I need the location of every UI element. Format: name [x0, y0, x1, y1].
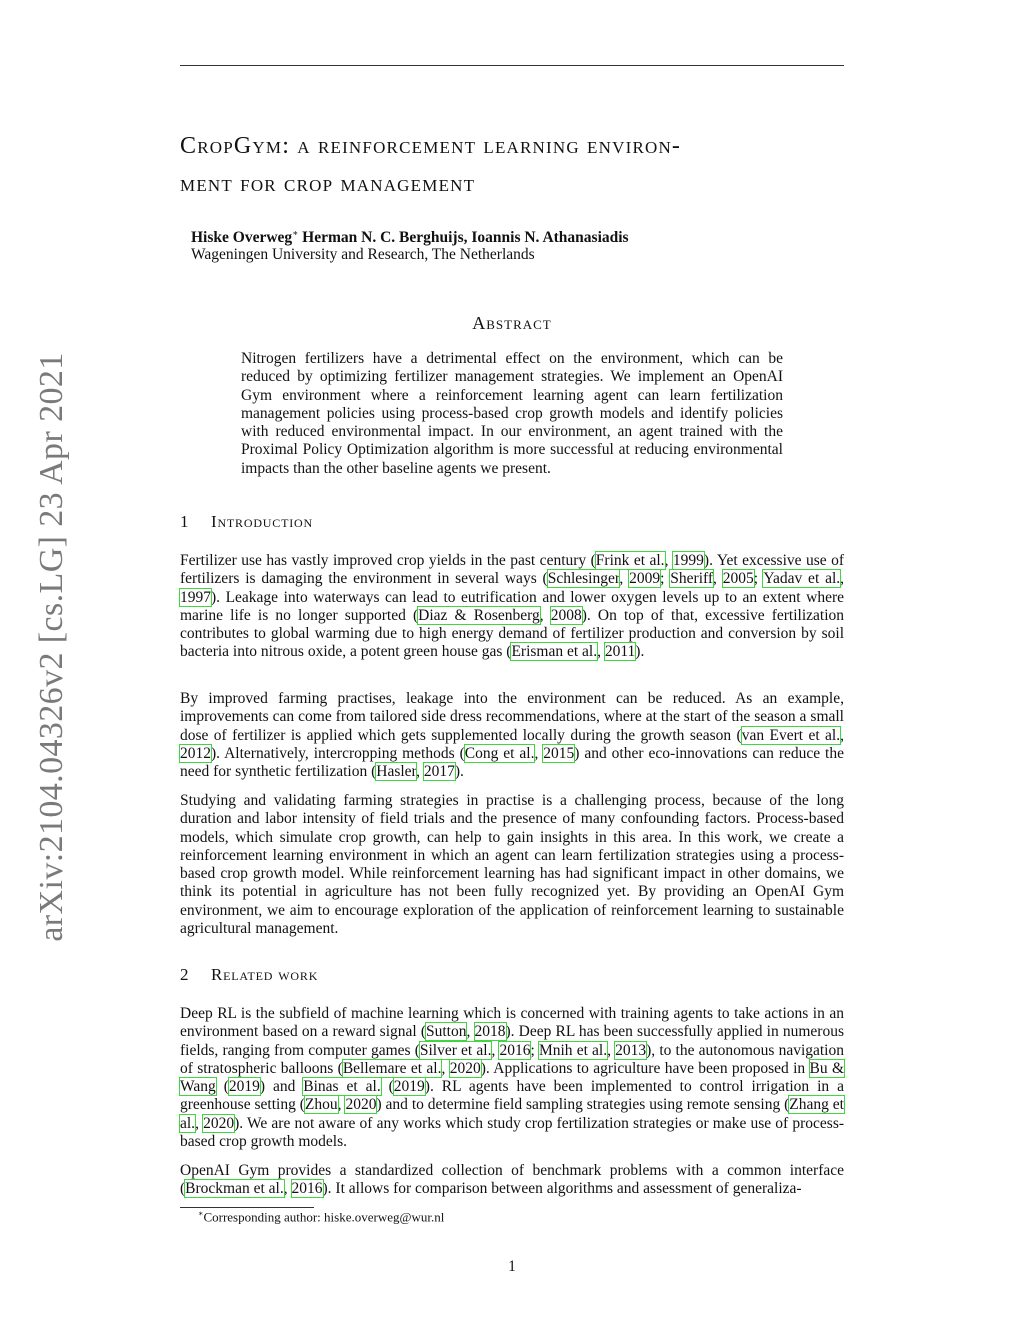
citation-link[interactable]: Diaz & Rosenberg [418, 606, 540, 624]
citation-year-link[interactable]: 2016 [291, 1180, 323, 1198]
citation-link[interactable]: Bu & Wang [180, 1059, 844, 1096]
citation-year-link[interactable]: 2017 [423, 763, 455, 781]
page-number: 1 [508, 1258, 516, 1275]
text-run: By improved farming practises, leakage into the environment can be reduced. As an example, improvements can come from tailored side dress recommendations, where at the start of the season a small dose of fertilizer is applied which gets supplemented locally during the growth season ( [180, 690, 844, 744]
citation-link[interactable]: Erisman et al. [511, 643, 598, 661]
section-1-number: 1 [180, 512, 190, 531]
text-run: ( [380, 1078, 394, 1096]
text-run: , [607, 1041, 616, 1059]
text-run: ; [753, 570, 764, 588]
text-run: ). It allows for comparison between algorithms and assessment of generaliza- [322, 1180, 802, 1198]
text-run: ( [215, 1078, 229, 1096]
text-run: ). Leakage into waterways can lead to eutrification and lower oxygen levels up to an extent where marine life is no longer supported ( [180, 588, 844, 624]
paper-title [180, 127, 860, 203]
author-rest: Herman N. C. Berghuijs, Ioannis N. Athanasiadis [298, 229, 629, 247]
text-run: , [491, 1041, 500, 1059]
text-run: ), to the autonomous navigation of stratospheric balloons ( [180, 1041, 844, 1077]
text-run: ) and other eco-innovations can reduce the need for synthetic fertilization ( [180, 744, 844, 781]
text-run: , [840, 726, 844, 744]
author-list [191, 228, 629, 247]
citation-year-link[interactable]: 2018 [474, 1023, 506, 1041]
intro-paragraph-3: Studying and validating farming strategies in practise is a challenging process, because of the long duration and labor intensity of field trials and the presence of many confounding factors. Process-based models, which simulate crop growth, can help to gain insights in this area. In this work, we create a reinforcement learning environment in which an agent can learn fertilization strategies using a process-based crop growth model. While reinforcement learning has had significant impact in other domains, we think its potential in agriculture has not been fully recognized yet. By providing an OpenAI Gym environment, we aim to encourage exploration of the application of reinforcement learning to sustainable agricultural management. [180, 792, 844, 938]
citation-year-link[interactable]: 2008 [550, 606, 582, 624]
intro-paragraph-1 [180, 552, 844, 662]
citation-link[interactable]: Brockman et al. [185, 1180, 284, 1198]
citation-link[interactable]: Zhang et al. [180, 1096, 844, 1132]
text-run: ; [530, 1041, 539, 1059]
footnote-rule [180, 1207, 314, 1208]
text-run: OpenAI Gym provides a standardized collection of benchmark problems with a common interface ( [180, 1162, 844, 1198]
top-rule [180, 65, 844, 66]
citation-year-link[interactable]: 2011 [604, 643, 636, 661]
citation-link[interactable]: Bellemare et al. [342, 1059, 442, 1077]
text-run: ). Alternatively, intercropping methods ( [211, 744, 465, 762]
title-line-1: CropGym: a reinforcement learning environ- [180, 133, 682, 159]
text-run: ) and [259, 1078, 304, 1096]
citation-link[interactable]: Mnih et al. [538, 1041, 608, 1059]
text-run: , [534, 744, 544, 762]
text-run: Fertilizer use has vastly improved crop yields in the past century ( [180, 552, 596, 569]
citation-year-link[interactable]: 2020 [449, 1059, 481, 1077]
citation-year-link[interactable]: 2016 [499, 1041, 531, 1059]
text-run: , [416, 763, 424, 781]
text-run: ) and to determine field sampling strategies using remote sensing ( [376, 1096, 790, 1114]
citation-link[interactable]: Binas et al. [303, 1078, 381, 1096]
text-run: ). Applications to agriculture have been proposed in [480, 1059, 810, 1077]
text-run: , [337, 1096, 346, 1114]
citation-year-link[interactable]: 2015 [543, 744, 575, 762]
author-footnote-mark[interactable]: ∗ [292, 228, 299, 238]
related-paragraph-2 [180, 1162, 844, 1199]
related-paragraph-1 [180, 1005, 844, 1151]
citation-year-link[interactable]: 2020 [203, 1114, 235, 1132]
citation-year-link[interactable]: 2019 [228, 1078, 260, 1096]
citation-link[interactable]: Sheriff [670, 570, 714, 588]
citation-link[interactable]: Schlesinger [547, 570, 620, 588]
text-run: ; [660, 570, 671, 588]
text-run: , [619, 570, 630, 588]
citation-year-link[interactable]: 2005 [722, 570, 754, 588]
footnote [198, 1209, 444, 1225]
citation-year-link[interactable]: 1999 [672, 552, 704, 569]
footnote-text: Corresponding author: hiske.overweg@wur.nl [203, 1209, 445, 1225]
text-run: , [713, 570, 723, 588]
affiliation: Wageningen University and Research, The Netherlands [191, 246, 535, 263]
text-run: , [283, 1180, 292, 1198]
citation-link[interactable]: van Evert et al. [741, 726, 841, 744]
text-run: , [441, 1059, 450, 1077]
section-2-heading [180, 965, 318, 985]
citation-year-link[interactable]: 1997 [180, 588, 211, 606]
title-line-2: ment for crop management [180, 171, 476, 197]
text-run: ). [454, 763, 464, 781]
citation-link[interactable]: Hasler [376, 763, 417, 781]
text-run: ). Deep RL has been successfully applied in numerous fields, ranging from computer games ( [180, 1023, 844, 1059]
text-run: ). [635, 643, 645, 661]
text-run: , [195, 1114, 204, 1132]
citation-link[interactable]: Yadav et al. [763, 570, 841, 588]
citation-year-link[interactable]: 2013 [615, 1041, 647, 1059]
section-2-number: 2 [180, 965, 190, 984]
text-run: ). RL agents have been implemented to control irrigation in a greenhouse setting ( [180, 1078, 844, 1114]
intro-paragraph-2 [180, 690, 844, 781]
abstract-heading: Abstract [472, 313, 552, 333]
text-run: ). Yet excessive use of fertilizers is damaging the environment in several ways ( [180, 552, 844, 588]
abstract-text: Nitrogen fertilizers have a detrimental effect on the environment, which can be reduced by optimizing fertilizer management strategies. We implement an OpenAI Gym environment where a reinforcement learning agent can learn fertilization management policies using process-based crop growth models and identify policies with reduced environmental impact. In our environment, an agent trained with the Proximal Policy Optimization algorithm is more successful at reducing environmental impacts than the other baseline agents we present. [241, 350, 783, 477]
citation-year-link[interactable]: 2020 [345, 1096, 377, 1114]
text-run: , [466, 1023, 475, 1041]
text-run: ). On top of that, excessive fertilization contributes to global warming due to high energy demand of fertilizer production and conversion by soil bacteria into nitrous oxide, a potent green house gas ( [180, 606, 844, 661]
citation-link[interactable]: Zhou [304, 1096, 338, 1114]
footnote-mark: ∗ [198, 1209, 204, 1218]
text-run: , [597, 643, 605, 661]
citation-year-link[interactable]: 2012 [180, 744, 211, 762]
arxiv-stamp: arXiv:2104.04326v2 [cs.LG] 23 Apr 2021 [33, 352, 70, 942]
text-run: , [539, 606, 551, 624]
citation-link[interactable]: Frink et al. [595, 552, 665, 569]
citation-link[interactable]: Silver et al. [419, 1041, 492, 1059]
text-run: , [664, 552, 673, 569]
citation-link[interactable]: Sutton [426, 1023, 467, 1041]
text-run: ). We are not aware of any works which study crop fertilization strategies or make use of process-based crop growth models. [180, 1114, 845, 1151]
section-1-title: Introduction [211, 512, 313, 531]
citation-year-link[interactable]: 2009 [629, 570, 661, 588]
citation-year-link[interactable]: 2019 [393, 1078, 425, 1096]
section-2-title: Related work [211, 965, 319, 984]
text-run: Deep RL is the subfield of machine learning which is concerned with training agents to take actions in an environment based on a reward signal ( [180, 1005, 844, 1041]
text-run: , [840, 570, 845, 588]
section-1-heading [180, 512, 313, 532]
citation-link[interactable]: Cong et al. [464, 744, 535, 762]
author-first: Hiske Overweg [191, 229, 293, 247]
